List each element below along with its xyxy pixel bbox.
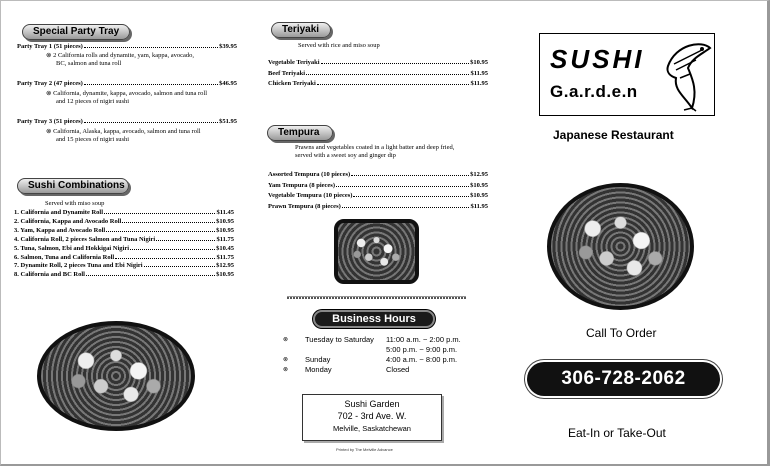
hours-day: Monday <box>305 365 332 374</box>
party-tray-1-desc-1: ⊗ 2 California rolls and dynamite, yam, kappa, avocado, <box>46 52 195 59</box>
combo-item-price: $10.95 <box>216 217 234 225</box>
bullet-icon: ⊗ <box>46 90 54 97</box>
teriyaki-item-row <box>268 70 488 77</box>
combo-item-price: $10.95 <box>216 271 234 279</box>
party-tray-3-row <box>17 118 237 125</box>
address-box <box>302 394 442 441</box>
combo-item-row <box>14 254 234 261</box>
combo-item-row <box>14 236 234 243</box>
bullet-icon: ⊗ <box>46 128 54 135</box>
party-tray-1-price: $39.95 <box>219 43 237 50</box>
combo-item-row <box>14 209 234 216</box>
combo-item-name: 3. Yam, Kappa and Avocado Roll <box>14 226 106 234</box>
hours-time: Closed <box>386 365 410 374</box>
combo-item-row <box>14 245 234 252</box>
combo-item-name: 6. Salmon, Tuna and California Roll <box>14 253 115 261</box>
hours-time: 11:00 a.m. ~ 2:00 p.m. <box>386 335 461 344</box>
combo-item-price: $11.75 <box>216 253 234 261</box>
tempura-item-price: $11.95 <box>470 202 488 210</box>
combo-item-price: $11.45 <box>216 209 234 216</box>
fish-logo-icon <box>662 38 714 112</box>
tempura-note-1: Prawns and vegetables coated in a light batter and deep fried, <box>295 144 455 151</box>
tempura-item-name: Vegetable Tempura (10 pieces) <box>268 192 353 199</box>
teriyaki-item-row <box>268 80 488 87</box>
combo-item-price: $11.75 <box>216 235 234 243</box>
party-tray-1-row <box>17 43 237 50</box>
teriyaki-item-row <box>268 59 488 66</box>
teriyaki-item-price: $10.95 <box>470 59 488 66</box>
sushi-plate-photo-left <box>37 321 195 431</box>
combo-item-name: 7. Dynamite Roll, 2 pieces Tuna and Ebi Nigiri <box>14 262 143 270</box>
party-tray-2-row <box>17 80 237 87</box>
hours-time: 5:00 p.m. ~ 9:00 p.m. <box>386 345 458 354</box>
bullet-icon: ⊗ <box>46 52 54 59</box>
tempura-note-2: served with a sweet soy and ginger dip <box>295 152 396 159</box>
hours-day: Sunday <box>305 355 331 364</box>
teriyaki-item-name: Chicken Teriyaki <box>268 80 316 87</box>
logo-garden-text: G.a.r.d.e.n <box>550 82 638 101</box>
address-city: Melville, Saskatchewan <box>333 424 411 433</box>
sushi-combinations-header: Sushi Combinations <box>17 178 129 194</box>
combo-item-row <box>14 262 234 269</box>
teriyaki-item-name: Beef Teriyaki <box>268 69 306 77</box>
party-tray-1-name: Party Tray 1 (51 pieces) <box>17 43 83 50</box>
teriyaki-item-name: Vegetable Teriyaki <box>268 59 320 66</box>
party-tray-3-price: $51.95 <box>219 118 237 125</box>
tempura-item-price: $10.95 <box>470 181 488 189</box>
party-tray-2-desc-2: and 12 pieces of nigiri sushi <box>56 98 130 105</box>
tempura-item-name: Yam Tempura (8 pieces) <box>268 181 335 189</box>
bullet-icon: ⊗ <box>283 367 289 373</box>
restaurant-subtitle: Japanese Restaurant <box>553 128 674 142</box>
eat-in-take-out: Eat-In or Take-Out <box>568 426 666 440</box>
party-tray-3-desc-2: and 15 pieces of nigiri sushi <box>56 136 130 143</box>
tempura-item-row <box>268 182 488 189</box>
combo-item-price: $12.95 <box>216 262 234 270</box>
sushi-plate-photo-right <box>547 183 694 310</box>
hours-day: Tuesday to Saturday <box>305 335 374 344</box>
party-tray-header: Special Party Tray <box>22 24 130 40</box>
party-tray-2-price: $46.95 <box>219 80 237 87</box>
address-name: Sushi Garden <box>344 399 400 409</box>
phone-number[interactable]: 306-728-2062 <box>561 368 686 389</box>
logo-sushi-text: SUSHI <box>550 44 645 74</box>
party-tray-2-desc-1: ⊗ California, dynamite, kappa, avocado, salmon and tuna roll <box>46 90 208 97</box>
party-tray-1-desc-2: BC, salmon and tuna roll <box>56 60 122 67</box>
combo-item-price: $10.45 <box>216 244 234 252</box>
teriyaki-item-price: $11.95 <box>470 69 488 77</box>
combo-item-row <box>14 227 234 234</box>
tempura-item-price: $10.95 <box>470 192 488 199</box>
logo-box <box>539 33 715 116</box>
tempura-item-row <box>268 171 488 178</box>
teriyaki-note: Served with rice and miso soup <box>298 42 380 49</box>
combos-note: Served with miso soup <box>45 200 105 207</box>
tempura-header: Tempura <box>267 125 333 141</box>
tempura-item-price: $12.95 <box>470 171 488 178</box>
combo-item-name: 5. Tuna, Salmon, Ebi and Hokkigai Nigiri <box>14 244 130 252</box>
bullet-icon: ⊗ <box>283 357 289 363</box>
combo-item-name: 2. California, Kappa and Avocado Roll <box>14 217 122 225</box>
combo-item-name: 8. California and BC Roll <box>14 271 85 279</box>
business-hours-header: Business Hours <box>313 310 435 328</box>
hours-time: 4:00 a.m. ~ 8:00 p.m. <box>386 355 458 364</box>
printer-credit: Printed by The Melville Advance <box>336 447 393 452</box>
combo-item-name: 4. California Roll, 2 pieces Salmon and Tuna Nigiri <box>14 235 156 243</box>
combo-item-name: 1. California and Dynamite Roll <box>14 209 104 216</box>
divider <box>287 296 466 299</box>
party-tray-3-desc-1: ⊗ California, Alaska, kappa, avocado, salmon and tuna roll <box>46 128 201 135</box>
combo-item-row <box>14 271 234 278</box>
tempura-plate-photo <box>334 219 419 284</box>
teriyaki-header: Teriyaki <box>271 22 331 38</box>
bullet-icon: ⊗ <box>283 337 289 343</box>
party-tray-3-name: Party Tray 3 (51 pieces) <box>17 118 83 125</box>
phone-badge <box>527 362 720 396</box>
tempura-item-name: Prawn Tempura (8 pieces) <box>268 202 341 210</box>
teriyaki-item-price: $11.95 <box>470 80 488 87</box>
tempura-item-row <box>268 203 488 210</box>
tempura-item-name: Assorted Tempura (10 pieces) <box>268 171 351 178</box>
combo-item-row <box>14 218 234 225</box>
party-tray-2-name: Party Tray 2 (47 pieces) <box>17 80 83 87</box>
address-street: 702 - 3rd Ave. W. <box>337 411 407 421</box>
tempura-item-row <box>268 192 488 199</box>
call-to-order-label: Call To Order <box>586 326 657 340</box>
combo-item-price: $10.95 <box>216 226 234 234</box>
